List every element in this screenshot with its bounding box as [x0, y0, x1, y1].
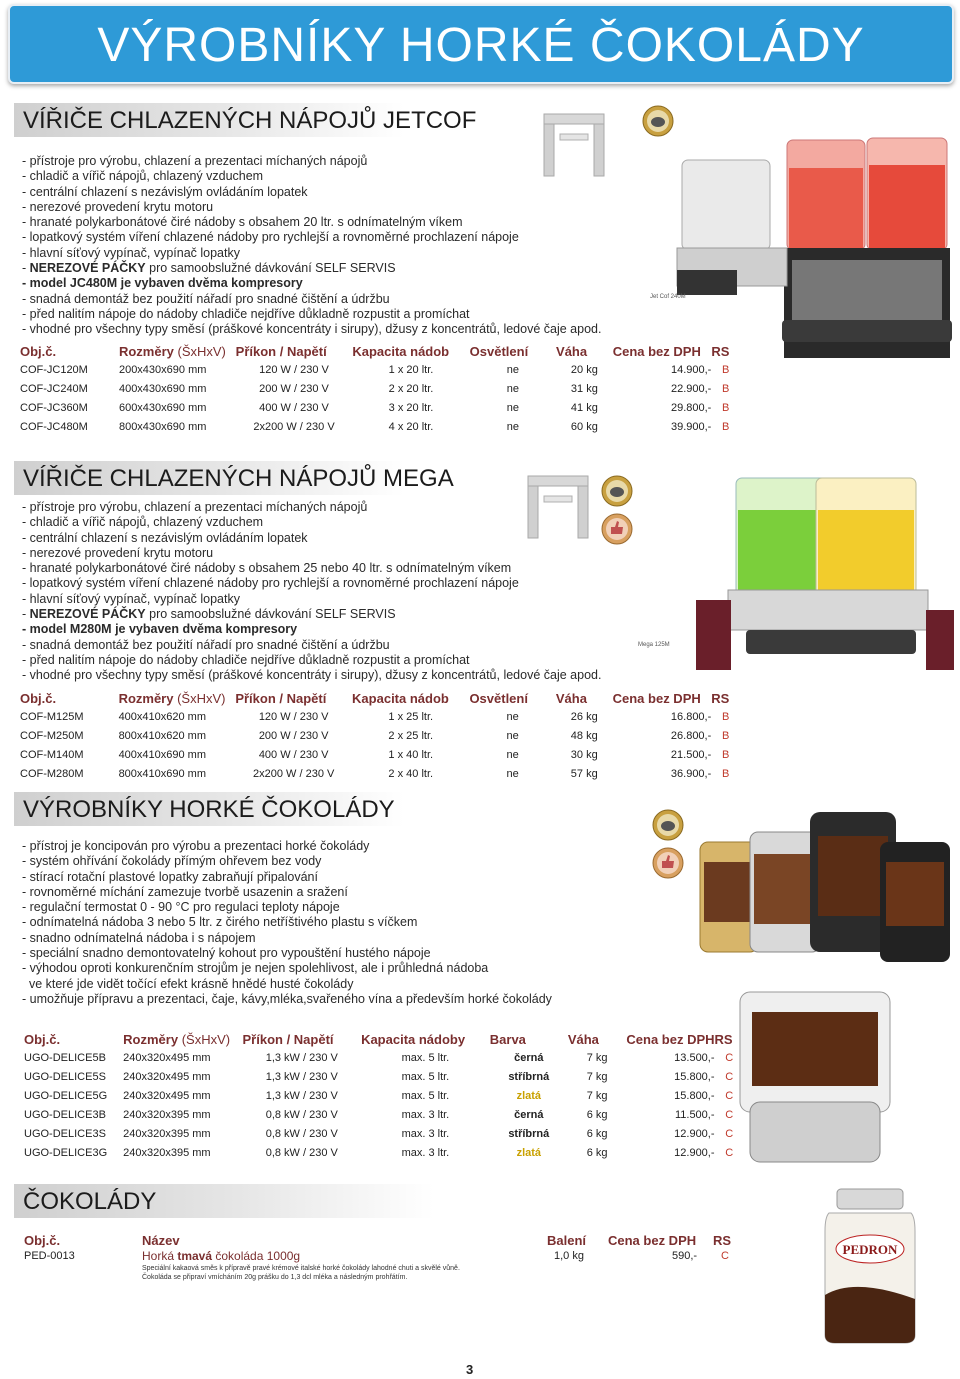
bullet-item: - centrální chlazení s nezávislým ovládáním lopatek: [22, 530, 308, 545]
cell-rs: C: [725, 1070, 734, 1083]
bullet-rest: pro samoobslužné dávkování SELF SERVIS: [145, 607, 396, 622]
cell-vaha: 7 kg: [586, 1089, 608, 1102]
table-row: [20, 417, 740, 436]
cell-prikon: 200 W / 230 V: [258, 729, 329, 742]
cell-cena: 29.800,-: [670, 401, 712, 414]
bullet-item: - rovnoměrné míchání zamezuje tvorbě usazenin a sražení: [22, 884, 348, 899]
cell-kap: 2 x 40 ltr.: [388, 767, 434, 780]
col-header: Obj.č.: [24, 1233, 61, 1248]
cell-rs: C: [725, 1146, 734, 1159]
cell-vaha: 6 kg: [586, 1108, 608, 1121]
col-header-text: Rozměry: [123, 1031, 182, 1047]
bullet-item: - centrální chlazení s nezávislým ovládáním lopatek: [22, 184, 308, 199]
cell-rs: B: [721, 710, 730, 723]
cell-kap: max. 3 ltr.: [401, 1127, 450, 1140]
cell-cena: 21.500,-: [670, 748, 712, 761]
cell-rs: B: [721, 729, 730, 742]
thumbs-up-badge-icon: [600, 512, 634, 546]
cell-vaha: 30 kg: [570, 748, 598, 761]
product-description: [142, 1264, 460, 1282]
cell-vaha: 31 kg: [570, 382, 598, 395]
cell-vaha: 57 kg: [570, 767, 598, 780]
nazev-text: Horká: [142, 1249, 178, 1263]
bullet-item: - chladič a vířič nápojů, chlazený vzduchem: [22, 169, 264, 184]
cell-rs: B: [721, 420, 730, 433]
bullet-rest: pro samoobslužné dávkování SELF SERVIS: [145, 261, 396, 276]
col-header: Váha: [555, 690, 587, 706]
cell-cena: 22.900,-: [670, 382, 712, 395]
col-header: RS: [711, 690, 730, 706]
bullet-prefix: -: [22, 261, 30, 276]
cell-rs: C: [725, 1127, 734, 1140]
cell-prikon: 1,3 kW / 230 V: [265, 1089, 338, 1102]
bullet-item: - umožňuje přípravu a prezentaci, čaje, kávy,mléka,svařeného vína a především horké čokolády: [22, 991, 552, 1006]
cell-prikon: 120 W / 230 V: [258, 710, 329, 723]
bullet-list-jetcof: [22, 154, 601, 338]
table-header: [20, 689, 740, 707]
bullet-item: - stírací rotační plastové lopatky zabraňují připalování: [22, 869, 318, 884]
cell-osv: ne: [506, 710, 519, 723]
cell-barva: stříbrná: [508, 1127, 550, 1140]
cell-rs: C: [725, 1051, 734, 1064]
cell-obj: UGO-DELICE5B: [24, 1051, 106, 1064]
col-header: Cena bez DPH: [626, 1031, 715, 1047]
table-row: [20, 398, 740, 417]
cell-kap: max. 5 ltr.: [401, 1070, 450, 1083]
cell-obj: UGO-DELICE5G: [24, 1089, 108, 1102]
bullet-item: - přístroje pro výrobu, chlazení a prezentaci míchaných nápojů: [22, 154, 368, 168]
pedron-jar-image: [815, 1187, 925, 1347]
col-header: Kapacita nádoby: [361, 1031, 466, 1047]
section-title: VÍŘIČE CHLAZENÝCH NÁPOJŮ JETCOF: [23, 107, 477, 134]
cell-obj: COF-JC240M: [20, 382, 88, 395]
image-caption: Jet Cof 240M: [650, 294, 686, 300]
col-header: RS: [711, 343, 730, 359]
section-heading-horka: [14, 792, 534, 826]
cell-rs: C: [725, 1108, 734, 1121]
cell-obj: PED-0013: [24, 1250, 75, 1262]
cell-vaha: 6 kg: [586, 1146, 608, 1159]
cell-obj: UGO-DELICE3G: [24, 1146, 108, 1159]
cell-obj: UGO-DELICE3S: [24, 1127, 106, 1140]
page-number: 3: [466, 1362, 474, 1377]
cell-rozm: 800x410x690 mm: [118, 767, 207, 780]
bullet-item: - přístroj je koncipován pro výrobu a prezentaci horké čokolády: [22, 839, 370, 853]
col-header-unit: (ŠxHxV): [181, 1031, 231, 1047]
jar-brand-label: PEDRON: [842, 1242, 898, 1257]
table-row: [20, 726, 740, 745]
col-header: Balení: [547, 1233, 587, 1248]
cell-rs: C: [725, 1089, 734, 1102]
thumbs-up-badge-icon: [651, 846, 685, 880]
cell-obj: COF-JC120M: [20, 363, 88, 376]
spec-table-mega: [20, 689, 740, 783]
cell-osv: ne: [506, 382, 519, 395]
cell-rs: B: [721, 401, 730, 414]
cell-prikon: 1,3 kW / 230 V: [265, 1051, 338, 1064]
mega-dispenser-image: [686, 470, 958, 680]
section-title: VÝROBNÍKY HORKÉ ČOKOLÁDY: [23, 796, 395, 823]
table-header: [20, 342, 740, 360]
bullet-item: - hlavní síťový vypínač, vypínač lopatky: [22, 591, 240, 606]
page-title: VÝROBNÍKY HORKÉ ČOKOLÁDY: [97, 19, 865, 72]
col-header: Kapacita nádob: [352, 343, 450, 359]
bullet-item: [22, 607, 601, 622]
bullet-item: - hranaté polykarbonátové čiré nádoby s obsahem 20 ltr. s odnímatelným víkem: [22, 215, 463, 230]
col-header: [119, 689, 236, 707]
cell-rozm: 240x320x495 mm: [123, 1089, 211, 1102]
cell-prikon: 2x200 W / 230 V: [253, 767, 335, 780]
cell-rozm: 240x320x395 mm: [123, 1146, 211, 1159]
cell-obj: COF-M250M: [20, 729, 84, 742]
bullet-item: - přístroje pro výrobu, chlazení a prezentaci míchaných nápojů: [22, 500, 368, 514]
cell-vaha: 20 kg: [570, 363, 598, 376]
bullet-prefix: -: [22, 607, 30, 622]
section-heading-cokolady: [14, 1184, 574, 1218]
table-header: [24, 1030, 744, 1048]
spec-table-jetcof: [20, 342, 740, 436]
cell-kap: 2 x 20 ltr.: [388, 382, 434, 395]
bullet-item: - speciální snadno demontovatelný kohout pro vypouštění hustého nápoje: [22, 946, 431, 961]
cell-obj: COF-M280M: [20, 767, 84, 780]
bullet-item: - snadno odnímatelná nádoba i s nápojem: [22, 930, 256, 945]
cell-prikon: 0,8 kW / 230 V: [265, 1146, 338, 1159]
cell-kap: 2 x 25 ltr.: [388, 729, 434, 742]
bullet-item: - hranaté polykarbonátové čiré nádoby s obsahem 25 nebo 40 ltr. s odnímatelným víkem: [22, 561, 512, 576]
bullet-item: - hlavní síťový vypínač, vypínač lopatky: [22, 245, 240, 260]
cell-cena: 14.900,-: [670, 363, 712, 376]
cell-cena: 11.500,-: [674, 1108, 715, 1121]
cell-kap: max. 3 ltr.: [401, 1146, 450, 1159]
section-title: ČOKOLÁDY: [23, 1188, 157, 1215]
cell-vaha: 48 kg: [570, 729, 598, 742]
description-line: Čokoláda se připraví vmícháním 20g prášku do 1,3 dcl mléka a následným prohřátím.: [142, 1274, 408, 1281]
image-caption: Mega 125M: [638, 642, 670, 648]
col-header: Barva: [489, 1031, 526, 1047]
bullet-item: - snadná demontáž bez použití nářadí pro snadné čištění a údržbu: [22, 637, 390, 652]
bullet-item: - nerezové provedení krytu motoru: [22, 199, 214, 214]
col-header: Název: [142, 1233, 180, 1248]
cell-kap: 1 x 40 ltr.: [388, 748, 434, 761]
col-header: Osvětlení: [469, 690, 528, 706]
cell-cena: 16.800,-: [670, 710, 712, 723]
cell-baleni: 1,0 kg: [554, 1250, 584, 1262]
cell-rs: C: [721, 1250, 729, 1262]
cell-rozm: 240x320x395 mm: [123, 1108, 211, 1121]
cell-barva: zlatá: [516, 1146, 542, 1159]
cell-prikon: 2x200 W / 230 V: [253, 420, 335, 433]
cell-prikon: 0,8 kW / 230 V: [265, 1127, 338, 1140]
cell-cena: 39.900,-: [670, 420, 712, 433]
bullet-item: - nerezové provedení krytu motoru: [22, 545, 214, 560]
col-header: Cena bez DPH: [612, 690, 701, 706]
bullet-item: - chladič a vířič nápojů, chlazený vzduchem: [22, 515, 264, 530]
section-heading-mega: [14, 461, 534, 495]
col-header: RS: [714, 1031, 733, 1047]
col-header: Příkon / Napětí: [235, 690, 327, 706]
col-header: Obj.č.: [24, 1031, 61, 1047]
bullet-item: - regulační termostat 0 - 90 °C pro regulaci teploty nápoje: [22, 900, 340, 915]
bullet-item: - výhodou oproti konkurenčním strojům je nejen spolehlivost, ale i průhledná nádoba: [22, 961, 489, 976]
table-row: [20, 764, 740, 783]
compressor-badge-icon: [641, 104, 675, 138]
col-header: RS: [713, 1233, 732, 1248]
cell-cena: 36.900,-: [670, 767, 712, 780]
cell-kap: 1 x 20 ltr.: [388, 363, 434, 376]
bullet-item: - systém ohřívání čokolády přímým ohřevem bez vody: [22, 854, 322, 869]
cell-rozm: 600x430x690 mm: [118, 401, 207, 414]
cell-kap: 1 x 25 ltr.: [388, 710, 434, 723]
col-header: Obj.č.: [20, 690, 57, 706]
bullet-item: [22, 261, 601, 276]
cell-barva: stříbrná: [508, 1070, 550, 1083]
col-header-text: Rozměry: [118, 690, 178, 706]
cell-rs: B: [721, 748, 730, 761]
table-row: [24, 1124, 744, 1143]
cell-rozm: 240x320x395 mm: [123, 1127, 211, 1140]
cell-rs: B: [721, 767, 730, 780]
col-header-text: Rozměry: [118, 343, 178, 359]
cell-cena: 15.800,-: [674, 1089, 715, 1102]
compressor-badge-icon: [600, 474, 634, 508]
col-header: Cena bez DPH: [608, 1233, 697, 1248]
cell-rozm: 240x320x495 mm: [123, 1051, 211, 1064]
section-heading-jetcof: [14, 103, 534, 137]
bullet-item: - před nalitím nápoje do nádoby chladiče nejdříve důkladně rozpustit a promíchat: [22, 306, 470, 321]
bullet-item: - model JC480M je vybaven dvěma kompresory: [22, 276, 303, 291]
cell-vaha: 41 kg: [570, 401, 598, 414]
cell-osv: ne: [506, 767, 519, 780]
page-banner: [8, 4, 954, 84]
cell-kap: 3 x 20 ltr.: [388, 401, 434, 414]
cell-obj: COF-JC480M: [20, 420, 88, 433]
bullet-item: - snadná demontáž bez použití nářadí pro snadné čištění a údržbu: [22, 291, 390, 306]
bullet-item: ve které jde vidět točící efekt krásně hnědé husté čokolády: [22, 976, 354, 991]
cell-kap: max. 3 ltr.: [401, 1108, 450, 1121]
bullet-item: - lopatkový systém víření chlazené nádoby pro rychlejší a rovnoměrné prochlazení nápoje: [22, 230, 519, 245]
col-header: Příkon / Napětí: [235, 343, 327, 359]
bullet-list-horka: [22, 839, 552, 1007]
cell-prikon: 400 W / 230 V: [258, 748, 329, 761]
cell-cena: 590,-: [672, 1250, 698, 1262]
col-header-unit: (ŠxHxV): [177, 343, 226, 359]
bullet-bold: NEREZOVÉ PÁČKY: [29, 261, 146, 276]
cell-osv: ne: [506, 363, 519, 376]
section-title: VÍŘIČE CHLAZENÝCH NÁPOJŮ MEGA: [23, 465, 454, 492]
col-header: Osvětlení: [469, 343, 529, 359]
cell-vaha: 60 kg: [570, 420, 598, 433]
table-row: [20, 360, 740, 379]
col-header: Obj.č.: [20, 343, 57, 359]
cell-vaha: 6 kg: [586, 1127, 608, 1140]
table-row: [20, 707, 740, 726]
cell-kap: max. 5 ltr.: [401, 1051, 450, 1064]
table-row: [24, 1143, 744, 1162]
col-header: [119, 342, 236, 360]
table-row: [20, 745, 740, 764]
cell-prikon: 0,8 kW / 230 V: [265, 1108, 338, 1121]
col-header: Váha: [567, 1031, 599, 1047]
cell-cena: 12.900,-: [674, 1146, 715, 1159]
table-row: [24, 1105, 744, 1124]
cell-prikon: 400 W / 230 V: [259, 401, 329, 414]
cell-cena: 26.800,-: [670, 729, 712, 742]
col-header: Váha: [556, 343, 588, 359]
cell-osv: ne: [506, 729, 519, 742]
col-header: Příkon / Napětí: [242, 1031, 334, 1047]
cell-barva: černá: [514, 1108, 544, 1121]
cell-rozm: 200x430x690 mm: [118, 363, 207, 376]
cell-barva: černá: [514, 1051, 544, 1064]
cell-kap: max. 5 ltr.: [401, 1089, 450, 1102]
cell-osv: ne: [506, 748, 519, 761]
compressor-badge-icon: [651, 808, 685, 842]
cell-obj: UGO-DELICE3B: [24, 1108, 106, 1121]
table-row: [20, 379, 740, 398]
cell-barva: zlatá: [516, 1089, 542, 1102]
cell-cena: 15.800,-: [674, 1070, 715, 1083]
bullet-item: - před nalitím nápoje do nádoby chladiče nejdříve důkladně rozpustit a promíchat: [22, 652, 470, 667]
col-header-unit: (ŠxHxV): [177, 690, 226, 706]
table-row: [24, 1086, 744, 1105]
cell-vaha: 7 kg: [586, 1051, 608, 1064]
cell-obj: COF-M140M: [20, 748, 84, 761]
cell-cena: 13.500,-: [674, 1051, 715, 1064]
bullet-item: - odnímatelná nádoba 3 nebo 5 ltr. z čirého netříštivého plastu s víčkem: [22, 915, 418, 930]
cell-rs: B: [721, 363, 730, 376]
cell-prikon: 120 W / 230 V: [259, 363, 329, 376]
nazev-bold: tmavá: [177, 1249, 213, 1263]
cell-rs: B: [721, 382, 730, 395]
cell-rozm: 400x430x690 mm: [118, 382, 207, 395]
cell-prikon: 200 W / 230 V: [259, 382, 329, 395]
table-row: [24, 1067, 744, 1086]
cell-cena: 12.900,-: [674, 1127, 715, 1140]
cell-osv: ne: [506, 420, 519, 433]
cell-rozm: 400x410x690 mm: [118, 748, 207, 761]
cell-obj: COF-JC360M: [20, 401, 88, 414]
cell-rozm: 800x430x690 mm: [118, 420, 207, 433]
cell-vaha: 26 kg: [570, 710, 598, 723]
cell-prikon: 1,3 kW / 230 V: [265, 1070, 338, 1083]
col-header: [123, 1030, 242, 1048]
cell-vaha: 7 kg: [586, 1070, 608, 1083]
cell-rozm: 400x410x620 mm: [118, 710, 207, 723]
description-line: Speciální kakaová směs k přípravě pravé krémové italské horké čokolády lahodné chuti a skvělé vůně.: [142, 1265, 460, 1272]
cell-kap: 4 x 20 ltr.: [388, 420, 434, 433]
cell-rozm: 240x320x495 mm: [123, 1070, 211, 1083]
col-header: Cena bez DPH: [612, 343, 701, 359]
bullet-item: - lopatkový systém víření chlazené nádoby pro rychlejší a rovnoměrné prochlazení nápoje: [22, 576, 519, 591]
cell-osv: ne: [506, 401, 519, 414]
nazev-text: čokoláda 1000g: [212, 1249, 301, 1263]
bullet-item: - model M280M je vybaven dvěma kompresory: [22, 622, 298, 637]
spec-table-horka: [24, 1030, 744, 1162]
jetcof-dispenser-image: [672, 120, 958, 370]
table-row: [24, 1048, 744, 1067]
bullet-bold: NEREZOVÉ PÁČKY: [29, 607, 146, 622]
cell-obj: UGO-DELICE5S: [24, 1070, 106, 1083]
cell-nazev: [142, 1249, 300, 1263]
bullet-item: - vhodné pro všechny typy směsí (práškové koncentráty i sirupy), džusy z koncentrátů, ledové čaje apod.: [22, 668, 602, 683]
col-header: Kapacita nádob: [352, 690, 449, 706]
bullet-list-mega: [22, 500, 601, 684]
bullet-item: - vhodné pro všechny typy směsí (práškové koncentráty i sirupy), džusy z koncentrátů, ledové čaje apod.: [22, 322, 602, 337]
cell-obj: COF-M125M: [20, 710, 84, 723]
cell-rozm: 800x410x620 mm: [118, 729, 207, 742]
